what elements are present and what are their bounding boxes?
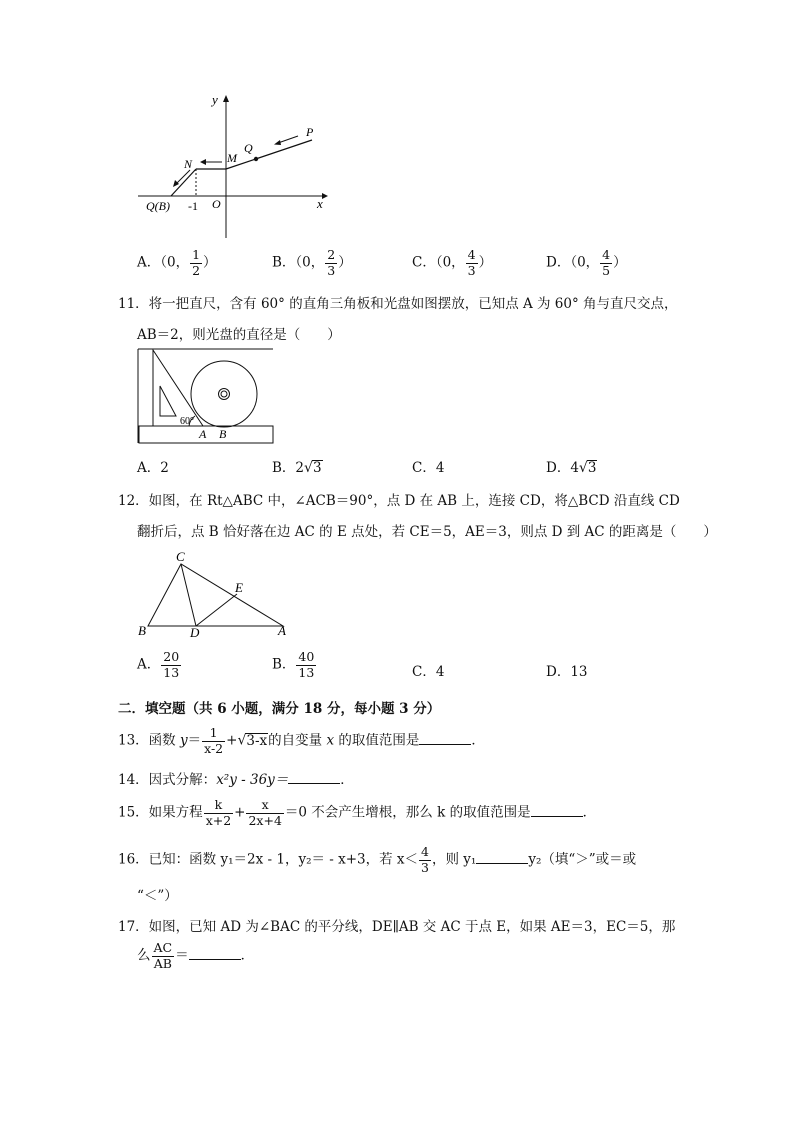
label-d: D: [190, 625, 200, 640]
q15-den-2: 2x+4: [248, 812, 282, 828]
q10-option-a-fraction: [190, 249, 202, 277]
q12-option-a-prefix: A．: [137, 656, 161, 673]
answer-blank[interactable]: [288, 771, 340, 784]
label-qb: Q(B): [146, 199, 170, 213]
q12-option-b: [272, 651, 317, 679]
label-60deg: 60°: [180, 416, 194, 427]
q15: [118, 799, 596, 827]
sqrt-symbol: √: [237, 732, 247, 749]
q11-line1: 11．将一把直尺，含有 60° 的直角三角板和光盘如图摆放，已知点 A 为 60° 角与直尺交点，: [118, 296, 678, 312]
q14-end: ．: [340, 772, 354, 788]
q13-eq: ＝: [187, 732, 202, 749]
arrow-p-head: [274, 140, 281, 145]
q12-option-b-den: 13: [298, 664, 315, 680]
q14-prefix: 14．因式分解：: [118, 772, 217, 788]
q11-option-a: A．2: [137, 460, 169, 476]
q16-num: 4: [421, 844, 429, 859]
q10-option-d-num: 4: [602, 247, 611, 262]
q13-post: 的自变量: [268, 732, 327, 749]
q12-option-b-num: 40: [298, 649, 315, 664]
q13-radicand: 3-x: [246, 732, 268, 749]
q11-option-b-radicand: 3: [312, 460, 322, 476]
q12-line1: 12．如图，在 Rt△ABC 中，∠ACB＝90°，点 D 在 AB 上，连接 CD，将△BCD 沿直线 CD: [118, 493, 680, 509]
q11-line2: AB＝2，则光盘的直径是（ ）: [137, 327, 341, 343]
figure-q11-ruler-triangle-disc: [136, 346, 278, 446]
q11-option-b: [272, 456, 323, 476]
q10-option-a-suffix: ）: [203, 254, 217, 271]
q10-option-d-fraction: [600, 249, 612, 277]
q14: [118, 768, 354, 788]
q17-prefix: 么: [137, 947, 151, 964]
q17-den: AB: [153, 955, 172, 971]
q10-option-b-num: 2: [327, 247, 336, 262]
label-n: N: [184, 157, 193, 171]
disc-hole-outer: [219, 389, 230, 400]
q13-fraction: [202, 727, 225, 755]
q15-prefix: 15．如果方程: [118, 804, 203, 821]
triangle-inner: [160, 386, 176, 416]
q10-option-b-prefix: B．（0，: [272, 254, 325, 271]
label-b: B: [138, 623, 146, 638]
point-q: [254, 157, 258, 161]
q13-den: x-2: [204, 740, 224, 756]
section-fill-in-heading: 二．填空题（共 6 小题，满分 18 分，每小题 3 分）: [118, 701, 441, 717]
q17-line2: [137, 942, 254, 970]
q10-option-b: [272, 249, 352, 277]
q12-option-a-num: 20: [163, 649, 180, 664]
q10-option-a-prefix: A．（0，: [137, 254, 190, 271]
q13-x: x: [326, 732, 335, 749]
q12-option-b-prefix: B．: [272, 656, 296, 673]
q16-fraction: [419, 846, 431, 874]
answer-blank[interactable]: [189, 947, 241, 960]
q16-mid: ，则 y₁: [432, 851, 477, 868]
q12-option-a-fraction: [161, 651, 181, 679]
label-b: B: [219, 427, 227, 441]
arrow-p: [278, 136, 298, 143]
q11-option-d-radicand: 3: [587, 460, 597, 476]
segment-de: [196, 594, 237, 626]
q12-option-b-fraction: [296, 651, 316, 679]
label-y: y: [212, 92, 218, 107]
label-x: x: [317, 196, 323, 211]
q10-option-b-fraction: [325, 249, 337, 277]
q10-option-a: [137, 249, 217, 277]
q15-fraction-2: [246, 799, 283, 827]
q12-line2: 翻折后，点 B 恰好落在边 AC 的 E 点处，若 CE＝5，AE＝3，则点 D 到 AC 的距离是（ ）: [137, 524, 717, 540]
arrow-n-head: [200, 159, 206, 165]
q15-fraction-1: [204, 799, 233, 827]
label-o: O: [212, 197, 221, 211]
q11-option-d-prefix: D．4: [546, 460, 579, 476]
q16-post: y₂（填“＞”或＝或: [528, 851, 637, 868]
label-p: P: [306, 125, 314, 139]
q11-option-d: [546, 456, 597, 476]
q15-plus: +: [234, 804, 246, 821]
q10-option-c-num: 4: [467, 247, 476, 262]
q10-option-a-num: 1: [192, 247, 201, 262]
segment-m-p: [226, 140, 312, 169]
q10-option-b-suffix: ）: [338, 254, 352, 271]
y-axis-arrow: [223, 95, 229, 102]
label-e: E: [235, 580, 243, 595]
q11-option-c: C．4: [412, 460, 445, 476]
q10-option-d-suffix: ）: [613, 254, 627, 271]
q10-option-d-den: 5: [602, 262, 611, 278]
q12-option-c: C．4: [412, 664, 445, 680]
q13-prefix: 13．函数: [118, 732, 180, 749]
arrow-qb-head: [173, 180, 179, 187]
q10-option-c-prefix: C．（0，: [412, 254, 465, 271]
answer-blank[interactable]: [419, 732, 471, 745]
q17-line1: 17．如图，已知 AD 为∠BAC 的平分线，DE∥AB 交 AC 于点 E，如果 AE＝3，EC＝5，那: [118, 919, 676, 935]
q12-option-d: D．13: [546, 664, 588, 680]
sqrt-symbol: √: [578, 460, 588, 476]
label-q: Q: [244, 141, 253, 155]
q10-option-c-suffix: ）: [478, 254, 493, 271]
q10-option-a-den: 2: [192, 262, 201, 278]
q15-num-2: x: [246, 799, 283, 814]
q16-den: 3: [421, 859, 429, 875]
disc: [191, 361, 257, 427]
answer-blank[interactable]: [531, 804, 583, 817]
q17-end: ．: [240, 947, 255, 964]
q13: [118, 727, 485, 755]
label-a: A: [199, 427, 207, 441]
q16: [118, 846, 636, 874]
q14-expression: x²y - 36y＝: [216, 772, 289, 788]
q10-option-d: [546, 249, 627, 277]
figure-q10-coordinate-plane: [134, 92, 334, 240]
sqrt-symbol: √: [304, 460, 313, 476]
label-a: A: [278, 623, 286, 638]
q17-num: AC: [153, 940, 173, 955]
q17-eq: ＝: [175, 947, 189, 964]
q10-option-d-prefix: D．（0，: [546, 254, 600, 271]
q10-option-c: [412, 249, 492, 277]
q17-fraction: [152, 942, 175, 970]
segment-cd: [181, 564, 196, 626]
q13-plus: +: [226, 732, 238, 749]
label-c: C: [176, 549, 185, 564]
q15-den-1: x+2: [205, 812, 232, 828]
label-neg1: -1: [188, 199, 198, 213]
figure-q12-triangle: [136, 548, 291, 640]
triangle-abc: [148, 564, 283, 626]
q10-option-c-den: 3: [467, 262, 476, 278]
q13-end: ．: [471, 732, 485, 749]
q13-num: 1: [202, 727, 225, 742]
disc-hole-inner: [221, 391, 227, 397]
label-m: M: [227, 151, 237, 165]
q10-option-b-den: 3: [327, 262, 336, 278]
q12-option-a: [137, 651, 182, 679]
q16-prefix: 16．已知：函数 y₁＝2x - 1，y₂＝ - x+3，若 x＜: [118, 851, 419, 868]
x-axis-arrow: [322, 193, 328, 199]
q15-post: ＝0 不会产生增根，那么 k 的取值范围是: [284, 804, 531, 821]
q15-num-1: k: [204, 799, 233, 814]
q15-end: ．: [582, 804, 597, 821]
q13-y: y: [179, 732, 188, 749]
q13-post2: 的取值范围是: [334, 732, 420, 749]
answer-blank[interactable]: [476, 851, 528, 864]
q10-option-c-fraction: [466, 249, 478, 277]
q12-option-a-den: 13: [163, 664, 180, 680]
q16-line2: “＜”）: [137, 888, 178, 904]
q11-option-b-prefix: B．2: [272, 460, 305, 476]
